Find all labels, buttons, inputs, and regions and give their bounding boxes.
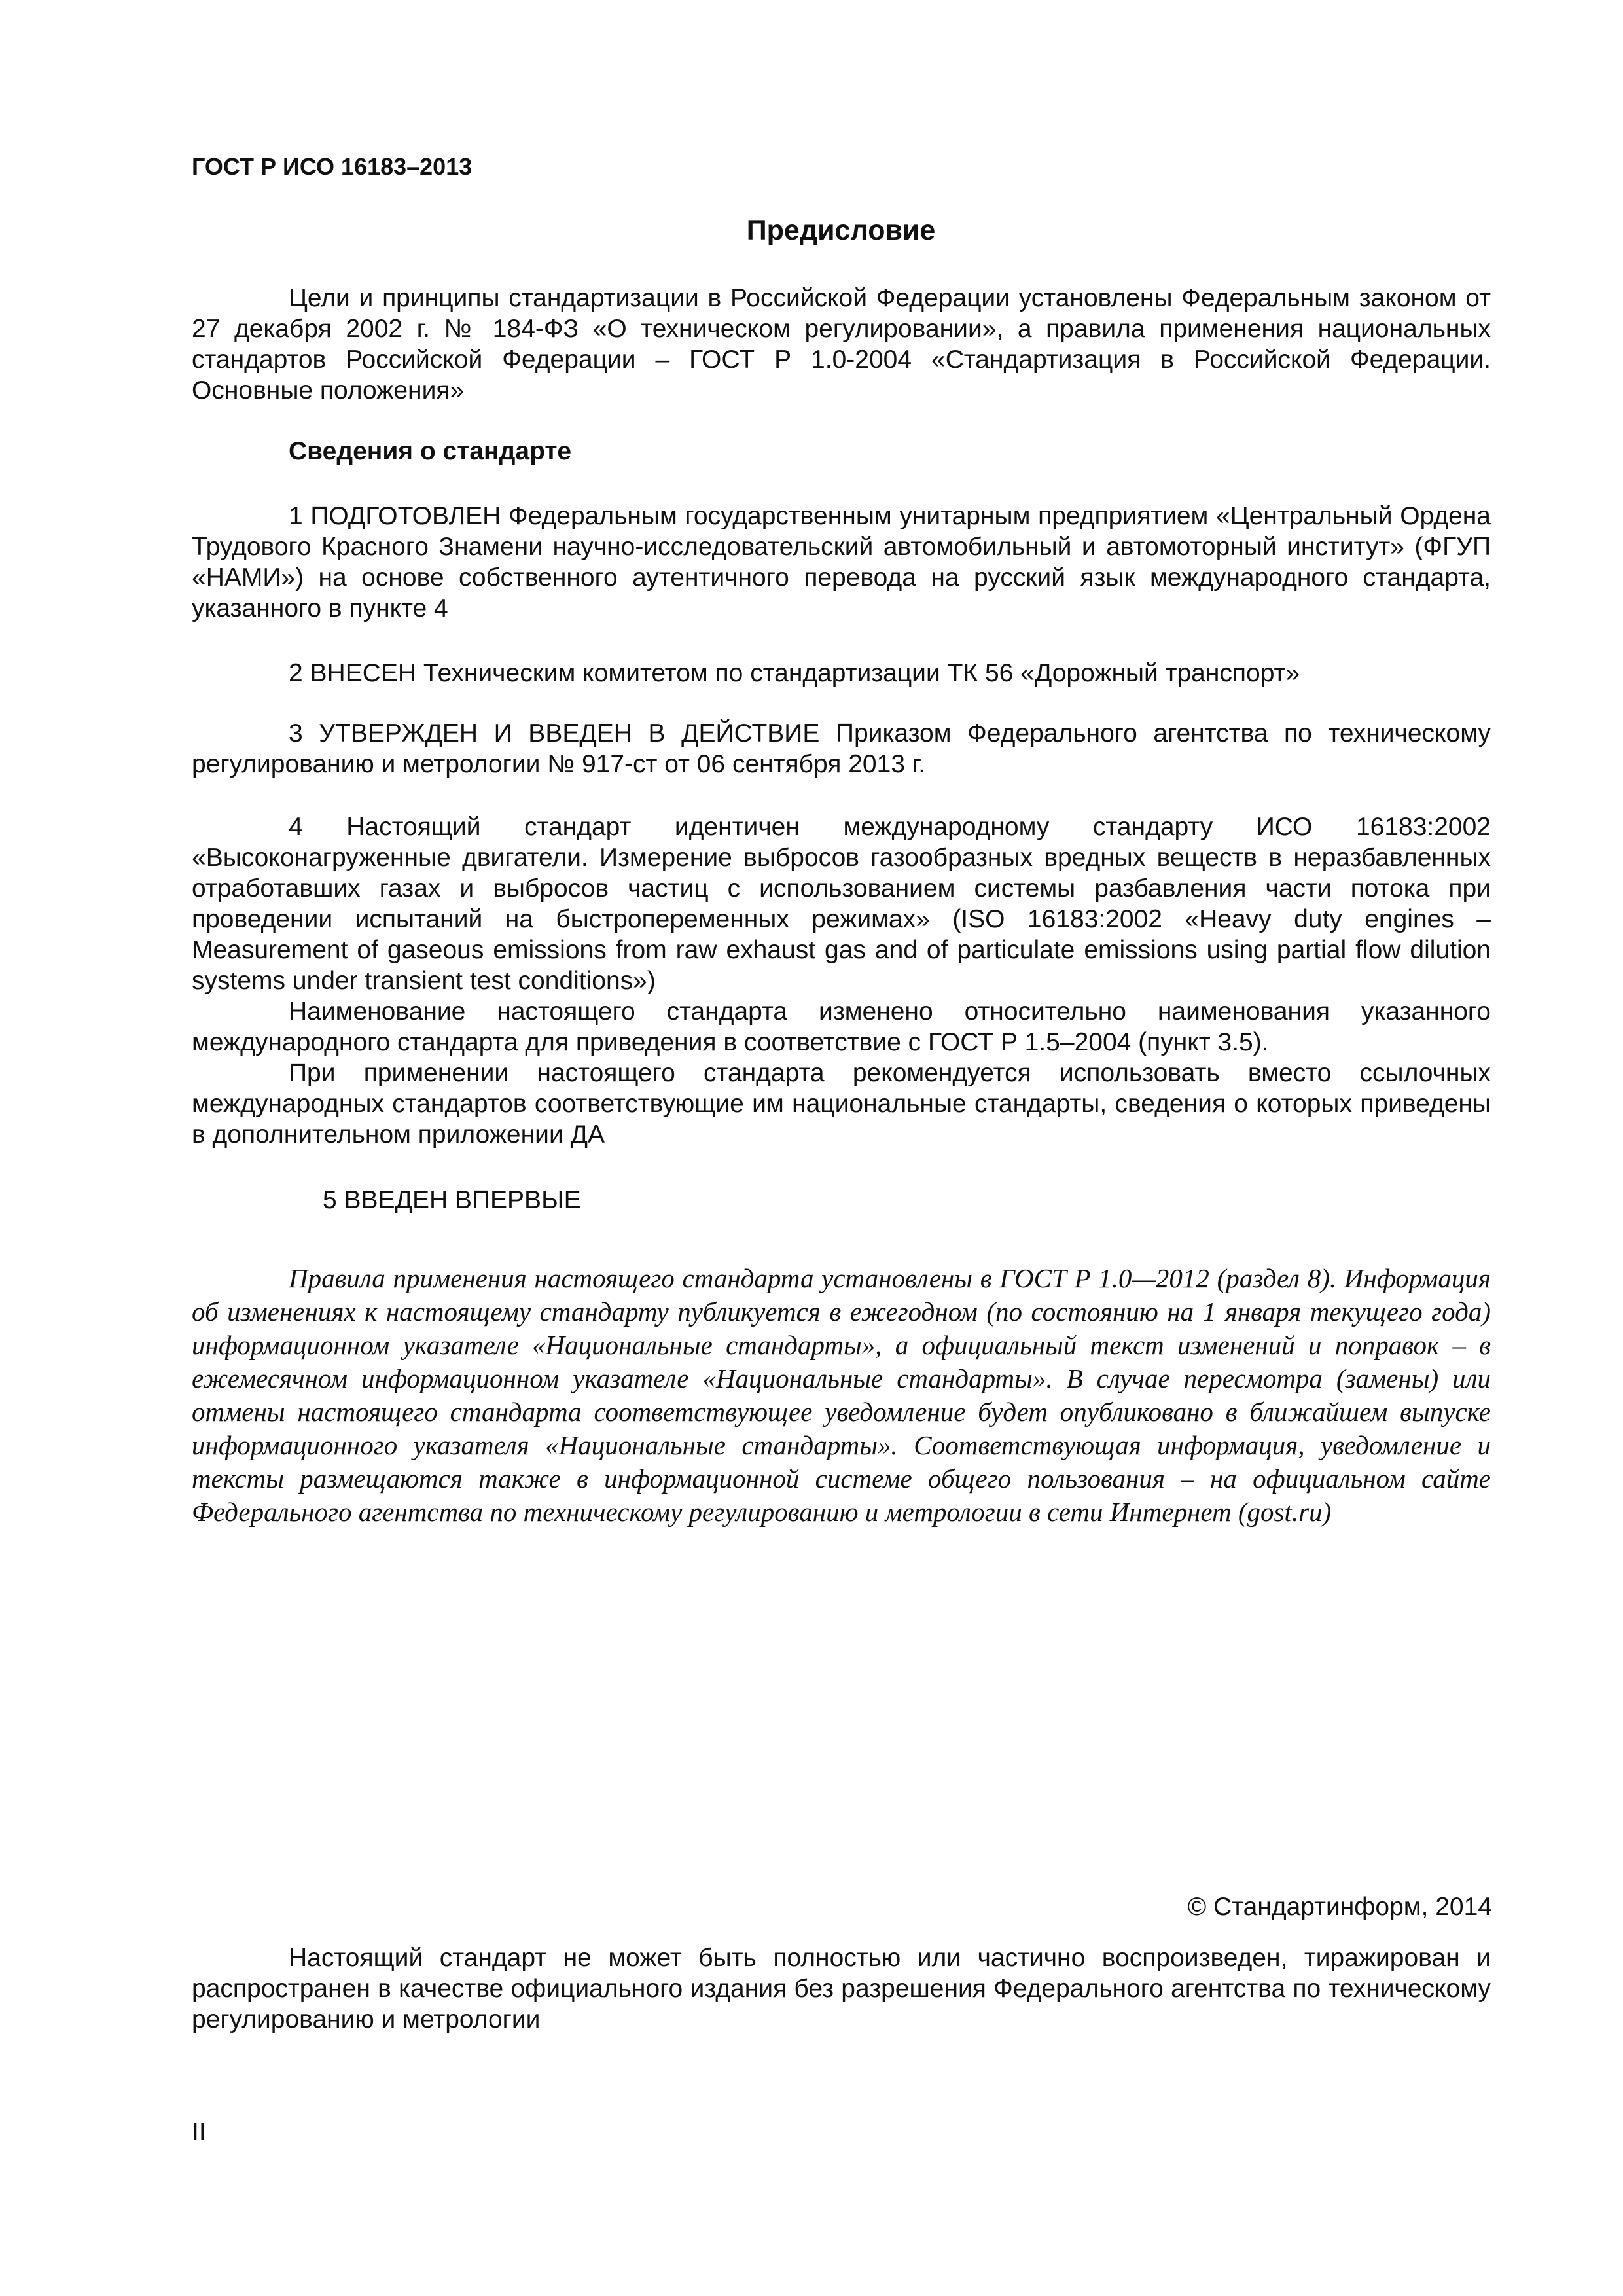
item-1-paragraph: 1 ПОДГОТОВЛЕН Федеральным государственным унитарным предприятием «Центральный Ордена Трудового Красного Знамени научно-исследовательский автомобильный и автомоторный институт» (ФГУП «НАМИ») на основе собственного аутентичного перевода на русский язык международного стандарта, указанного в пункте 4	[192, 502, 1491, 622]
item4-block	[192, 812, 1491, 1150]
info-heading: Сведения о стандарте	[289, 437, 572, 465]
item-4-note-1: Наименование настоящего стандарта изменено относительно наименования указанного международного стандарта для приведения в соответствие с ГОСТ Р 1.5–2004 (пункт 3.5).	[192, 997, 1491, 1056]
page-number: II	[192, 2118, 206, 2146]
copyright-notice: © Стандартинформ, 2014	[1187, 1893, 1492, 1921]
item2-block	[192, 658, 1491, 689]
info-heading-block	[192, 437, 1491, 466]
intro-block	[192, 283, 1491, 406]
item-2-paragraph: 2 ВНЕСЕН Техническим комитетом по стандартизации ТК 56 «Дорожный транспорт»	[289, 659, 1300, 687]
rules-block	[192, 1262, 1491, 1529]
intro-paragraph: Цели и принципы стандартизации в Российской Федерации установлены Федеральным законом от 27 декабря 2002 г. № 184-ФЗ «О техническом регулировании», а правила применения национальных стандартов Российской Федерации – ГОСТ Р 1.0-2004 «Стандартизация в Российской Федерации. Основные положения»	[192, 284, 1491, 404]
item3-block	[192, 718, 1491, 780]
reproduction-block	[192, 1943, 1491, 2035]
item1-block	[192, 501, 1491, 624]
item-4-note-2: При применении настоящего стандарта рекомендуется использовать вместо ссылочных международных стандартов соответствующие им национальные стандарты, сведения о которых приведены в дополнительном приложении ДА	[192, 1059, 1491, 1149]
reproduction-notice: Настоящий стандарт не может быть полностью или частично воспроизведен, тиражирован и распространен в качестве официального издания без разрешения Федерального агентства по техническому регулированию и метрологии	[192, 1944, 1491, 2034]
document-code-header: ГОСТ Р ИСО 16183–2013	[192, 153, 473, 180]
page-title: Предисловие	[746, 215, 936, 246]
item-3-paragraph: 3 УТВЕРЖДЕН И ВВЕДЕН В ДЕЙСТВИЕ Приказом Федерального агентства по техническому регулированию и метрологии № 917-ст от 06 сентября 2013 г.	[192, 719, 1491, 778]
item5-block	[192, 1185, 1491, 1215]
application-rules-paragraph: Правила применения настоящего стандарта установлены в ГОСТ Р 1.0—2012 (раздел 8). Информация об изменениях к настоящему стандарту публикуется в ежегодном (по состоянию на 1 января текущего года) информационном указателе «Национальные стандарты», а официальный текст изменений и поправок – в ежемесячном информационном указателе «Национальные стандарты». В случае пересмотра (замены) или отмены настоящего стандарта соответствующее уведомление будет опубликовано в ближайшем выпуске информационного указателя «Национальные стандарты». Соответствующая информация, уведомление и тексты размещаются также в информационной системе общего пользования – на официальном сайте Федерального агентства по техническому регулированию и метрологии в сети Интернет (gost.ru)	[192, 1263, 1491, 1527]
item-4-paragraph: 4 Настоящий стандарт идентичен международному стандарту ИСО 16183:2002 «Высоконагруженные двигатели. Измерение выбросов газообразных вредных веществ в неразбавленных отработавших газах и выбросов частиц с использованием системы разбавления части потока при проведении испытаний на быстропеременных режимах» (ISO 16183:2002 «Heavy duty engines – Measurement of gaseous emissions from raw exhaust gas and of particulate emissions using partial flow dilution systems under transient test conditions»)	[192, 813, 1491, 995]
item-5-paragraph: 5 ВВЕДЕН ВПЕРВЫЕ	[323, 1186, 581, 1214]
